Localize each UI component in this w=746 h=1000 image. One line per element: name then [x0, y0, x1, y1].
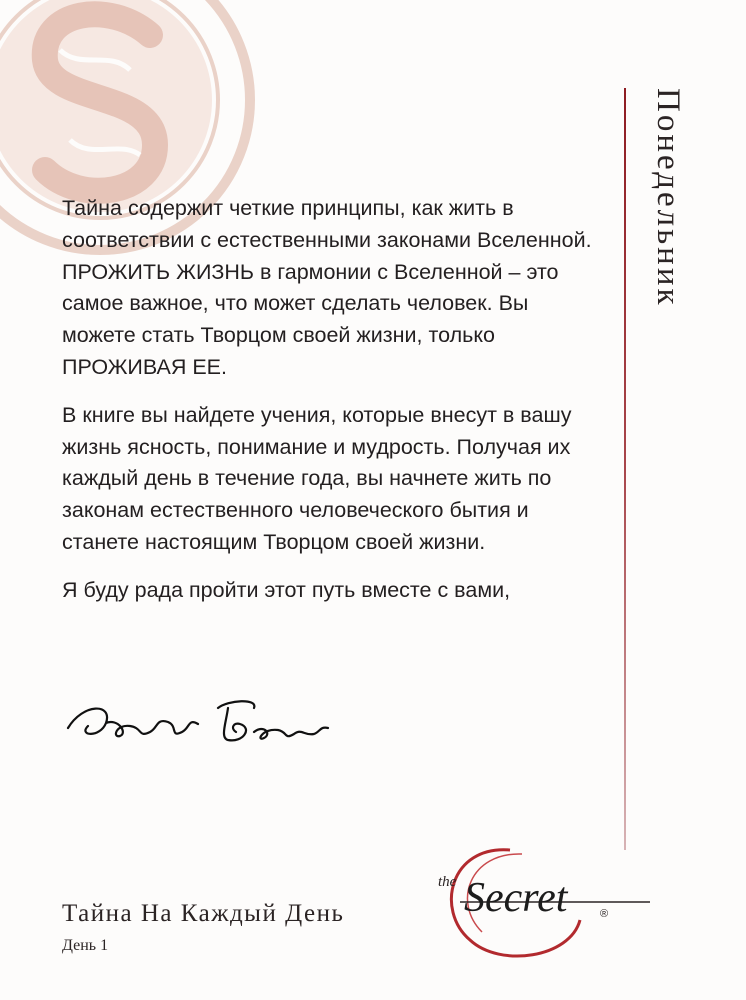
book-title: Тайна На Каждый День — [62, 900, 345, 927]
handwritten-signature — [58, 688, 358, 758]
paragraph-1: Тайна содержит четкие принципы, как жить в соответствии с естественными законами Вселенной. ПРОЖИТЬ ЖИЗНЬ в гармонии с Вселенной – это самое важное, что может сделать человек. Вы можете стать Творцом своей жизни, только ПРОЖИВАЯ ЕЕ. — [62, 196, 592, 379]
the-secret-logo — [430, 840, 666, 980]
day-number: День 1 — [62, 937, 109, 954]
paragraph-3: Я буду рада пройти этот путь вместе с вами, — [62, 577, 511, 602]
intro-text — [62, 193, 602, 623]
vertical-red-rule — [624, 88, 626, 850]
paragraph-2: В книге вы найдете учения, которые внесут в вашу жизнь ясность, понимание и мудрость. Получая их каждый день в течение года, вы начнете жить по законам естественного человеческого бытия и станете настоящим Творцом своей жизни. — [62, 402, 572, 554]
registered-mark: ® — [600, 908, 609, 920]
logo-secret-text: Secret — [464, 875, 568, 921]
logo-the-text: the — [438, 874, 457, 890]
weekday-label: Понедельник — [650, 88, 686, 308]
